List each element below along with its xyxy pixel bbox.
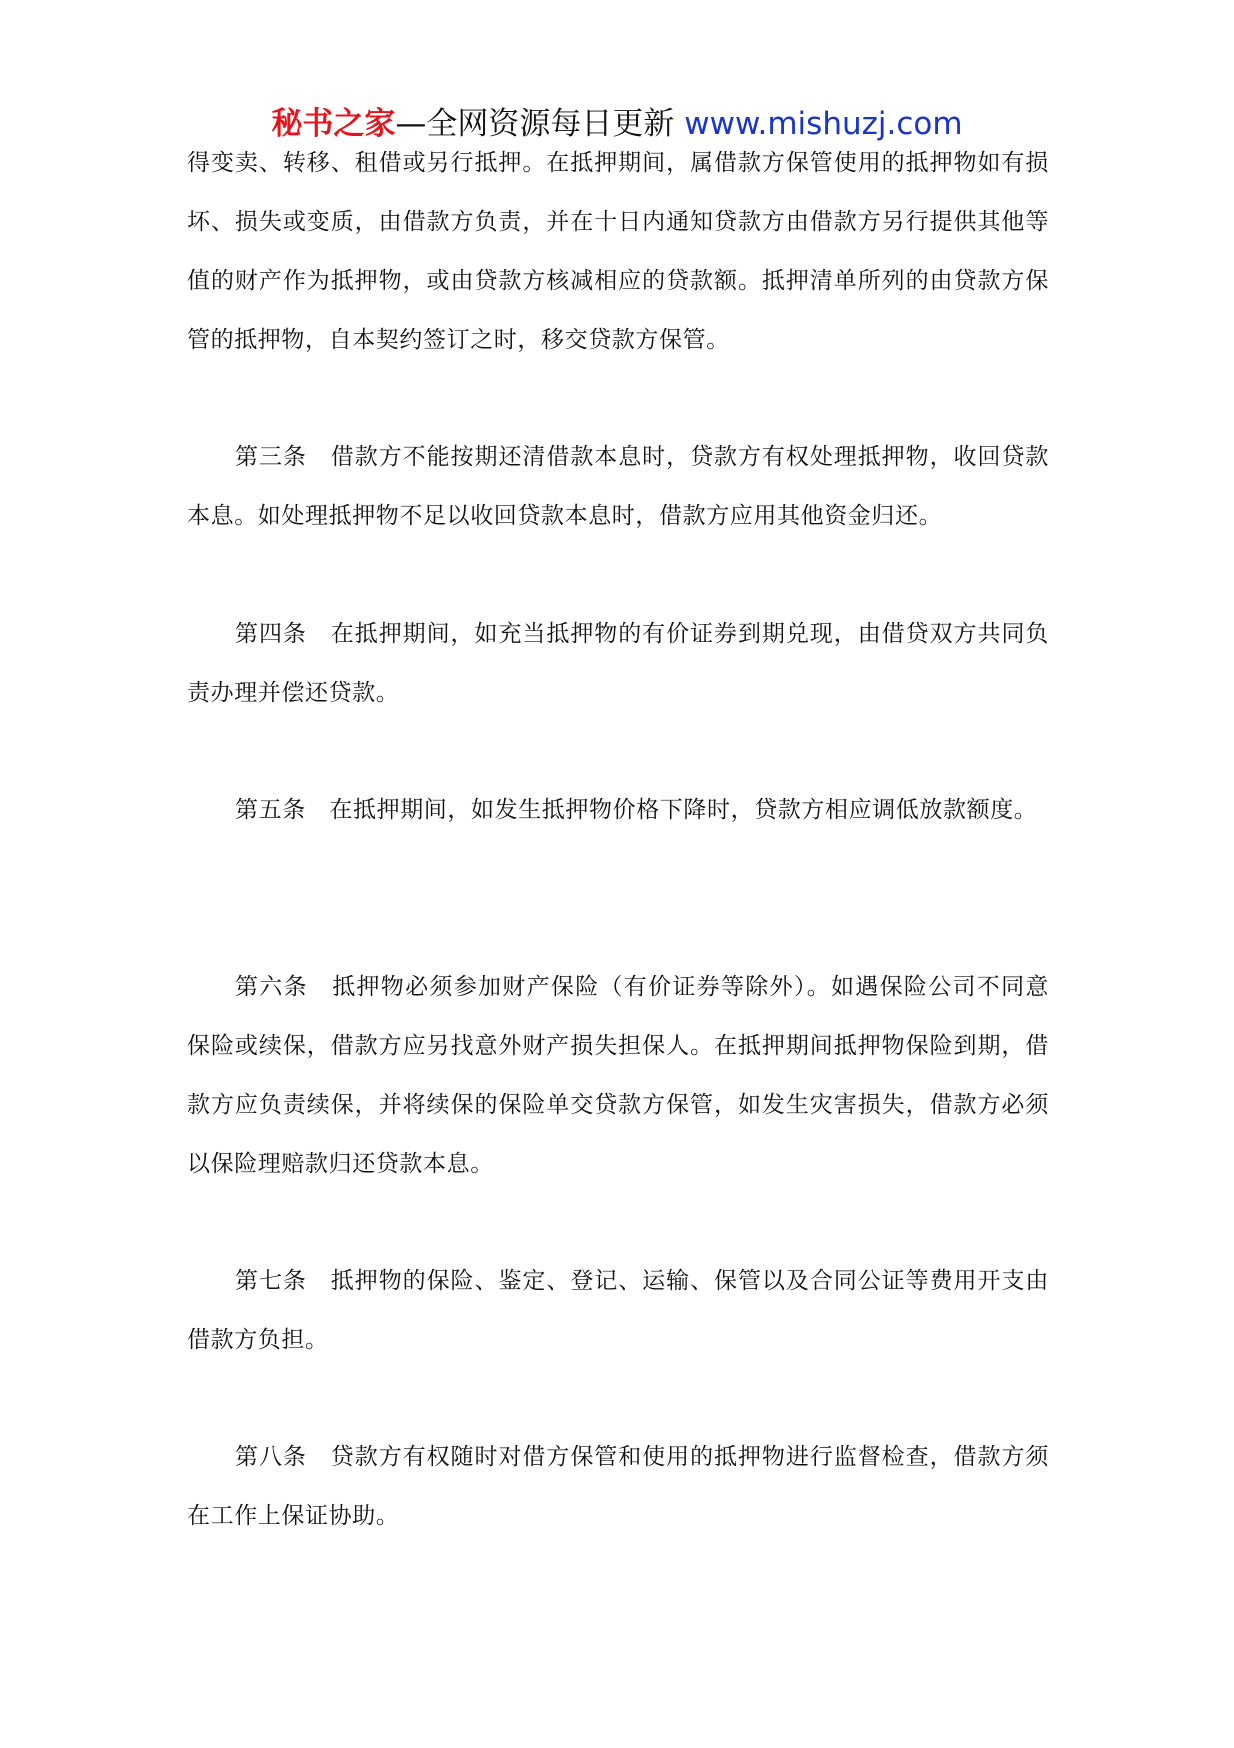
- paragraph-article-4: 第四条 在抵押期间，如充当抵押物的有价证券到期兑现，由借贷双方共同负责办理并偿还贷款。: [187, 621, 1049, 706]
- site-url-link[interactable]: www.mishuzj.com: [684, 106, 963, 142]
- site-brand: 秘书之家: [271, 106, 396, 142]
- paragraph-article-6: 第六条 抵押物必须参加财产保险（有价证券等除外）。如遇保险公司不同意保险或续保，借款方应另找意外财产损失担保人。在抵押期间抵押物保险到期，借款方应负责续保，并将续保的保险单交贷款方保管，如发生灾害损失，借款方必须以保险理赔款归还贷款本息。: [187, 974, 1049, 1177]
- paragraph-article-3: 第三条 借款方不能按期还清借款本息时，贷款方有权处理抵押物，收回贷款本息。如处理抵押物不足以收回贷款本息时，借款方应用其他资金归还。: [187, 444, 1049, 529]
- site-tagline: —全网资源每日更新: [395, 106, 685, 142]
- paragraph-article-5: 第五条 在抵押期间，如发生抵押物价格下降时，贷款方相应调低放款额度。: [235, 797, 1038, 823]
- paragraph-article-8: 第八条 贷款方有权随时对借方保管和使用的抵押物进行监督检查，借款方须在工作上保证协助。: [187, 1444, 1049, 1529]
- paragraph-article-7: 第七条 抵押物的保险、鉴定、登记、运输、保管以及合同公证等费用开支由借款方负担。: [187, 1268, 1049, 1353]
- paragraph-continuation: 得变卖、转移、租借或另行抵押。在抵押期间，属借款方保管使用的抵押物如有损坏、损失或变质，由借款方负责，并在十日内通知贷款方由借款方另行提供其他等值的财产作为抵押物，或由贷款方核减相应的贷款额。抵押清单所列的由贷款方保管的抵押物，自本契约签订之时，移交贷款方保管。: [187, 150, 1049, 353]
